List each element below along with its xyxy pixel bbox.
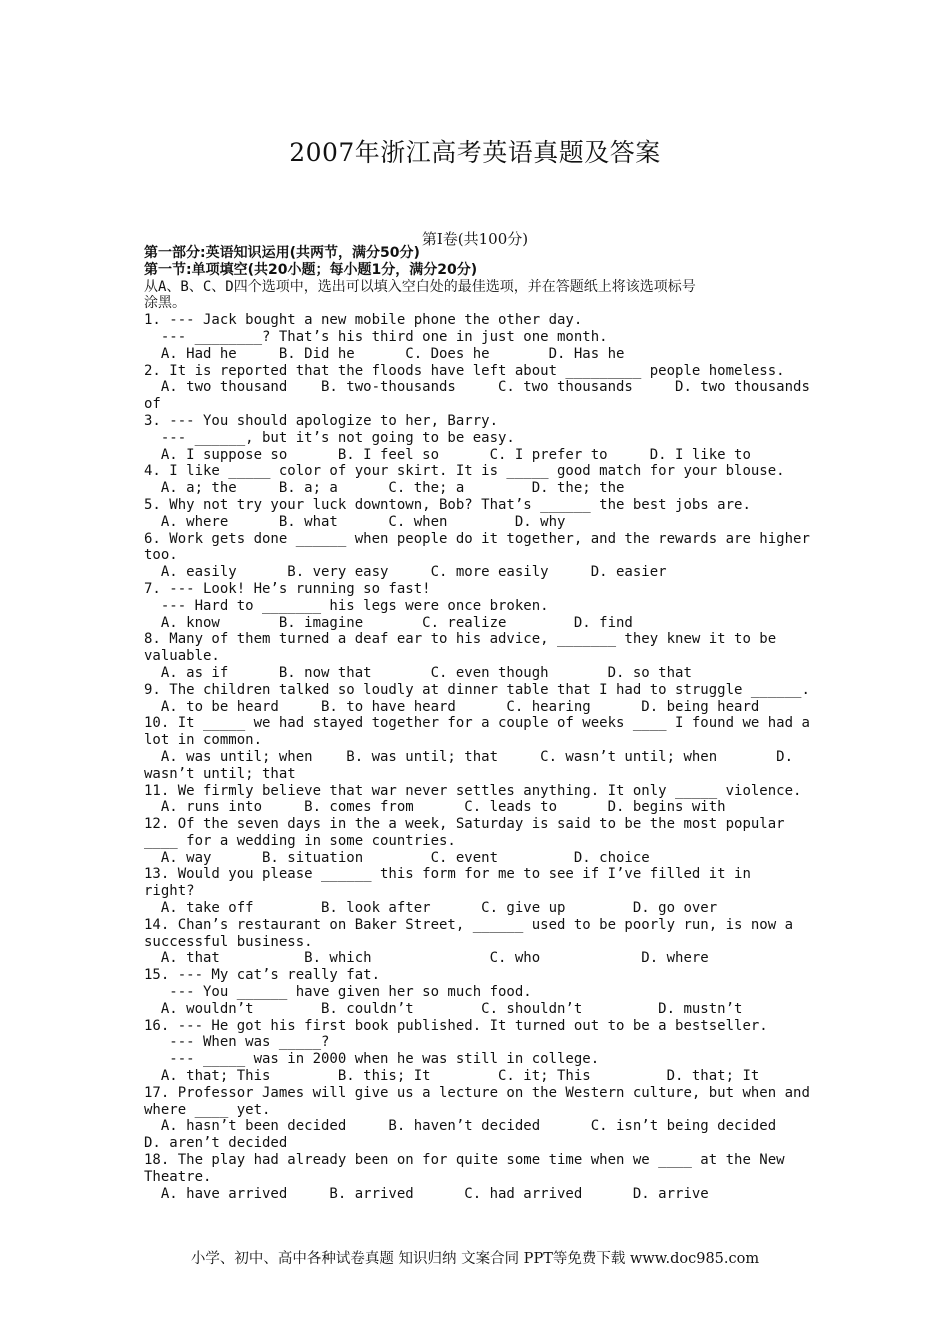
paper-section-heading: 第Ⅰ卷(共100分) [421, 230, 529, 248]
options-line: A. where B. what C. when D. why [144, 513, 566, 530]
options-line: A. a; the B. a; a C. the; a D. the; the [144, 480, 625, 497]
options-line: A. easily B. very easy C. more easily D. easier [144, 564, 667, 581]
question-line: 17. Professor James will give us a lecture on the Western culture, but when and [144, 1084, 810, 1101]
question-line: --- _____ was in 2000 when he was still in college. [144, 1051, 600, 1068]
options-line: A. was until; when B. was until; that C. wasn’t until; when D. [144, 748, 794, 765]
question-line: 7. --- Look! He’s running so fast! [144, 580, 431, 597]
options-line: A. know B. imagine C. realize D. find [144, 614, 633, 631]
instructions-line: 从A、B、C、D四个选项中，选出可以填入空白处的最佳选项，并在答题纸上将该选项标号 [144, 278, 696, 295]
question-line: too. [144, 547, 178, 564]
question-line: --- You ______ have given her so much food. [144, 984, 532, 1001]
question-line: 5. Why not try your luck downtown, Bob? That’s ______ the best jobs are. [144, 496, 751, 513]
options-line: A. runs into B. comes from C. leads to D. begins with [144, 799, 726, 816]
options-line: A. two thousand B. two-thousands C. two thousands D. two thousands [144, 379, 810, 396]
section-heading: 第一节:单项填空(共20小题；每小题1分，满分20分) [144, 261, 478, 278]
question-body [144, 245, 808, 1202]
page-footer: 小学、初中、高中各种试卷真题 知识归纳 文案合同 PPT等免费下载 www.doc985.com [190, 1251, 760, 1267]
question-line: 11. We firmly believe that war never settles anything. It only _____ violence. [144, 782, 802, 799]
instructions-line: 涂黑。 [144, 295, 186, 312]
question-line: 2. It is reported that the floods have left about _________ people homeless. [144, 362, 785, 379]
question-line: 13. Would you please ______ this form for me to see if I’ve filled it in [144, 866, 751, 883]
question-line: valuable. [144, 648, 220, 665]
question-line: --- Hard to _______ his legs were once broken. [144, 597, 549, 614]
options-line: A. Had he B. Did he C. Does he D. Has he [144, 345, 625, 362]
question-line: Theatre. [144, 1168, 212, 1185]
options-line: A. that; This B. this; It C. it; This D. that; It [144, 1068, 760, 1085]
question-line: where ____ yet. [144, 1101, 271, 1118]
question-line: 10. It _____ we had stayed together for a couple of weeks ____ I found we had a [144, 715, 810, 732]
options-line: A. hasn’t been decided B. haven’t decided C. isn’t being decided [144, 1118, 777, 1135]
options-line: wasn’t until; that [144, 765, 296, 782]
options-line: A. as if B. now that C. even though D. so that [144, 664, 692, 681]
question-line: 6. Work gets done ______ when people do it together, and the rewards are higher [144, 530, 810, 547]
options-line: A. take off B. look after C. give up D. go over [144, 900, 718, 917]
page-title: 2007年浙江高考英语真题及答案 [289, 138, 661, 167]
question-line: 1. --- Jack bought a new mobile phone the other day. [144, 312, 583, 329]
options-line: A. wouldn’t B. couldn’t C. shouldn’t D. mustn’t [144, 1000, 743, 1017]
options-line: A. way B. situation C. event D. choice [144, 849, 650, 866]
question-line: --- ________? That’s his third one in just one month. [144, 328, 608, 345]
question-line: 12. Of the seven days in the a week, Saturday is said to be the most popular [144, 816, 785, 833]
question-line: 18. The play had already been on for quite some time when we ____ at the New [144, 1152, 785, 1169]
question-line: 16. --- He got his first book published. It turned out to be a bestseller. [144, 1017, 768, 1034]
question-line: 9. The children talked so loudly at dinner table that I had to struggle ______. [144, 681, 810, 698]
question-line: 15. --- My cat’s really fat. [144, 967, 381, 984]
options-line: A. that B. which C. who D. where [144, 950, 709, 967]
options-line: A. have arrived B. arrived C. had arrived D. arrive [144, 1185, 709, 1202]
part-heading: 第一部分:英语知识运用(共两节，满分50分) [144, 245, 420, 261]
options-line: of [144, 396, 161, 413]
question-line: ____ for a wedding in some countries. [144, 832, 456, 849]
options-line: A. to be heard B. to have heard C. hearing D. being heard [144, 698, 760, 715]
question-line: 14. Chan’s restaurant on Baker Street, ______ used to be poorly run, is now a [144, 916, 794, 933]
options-line: D. aren’t decided [144, 1135, 288, 1152]
question-line: --- ______, but it’s not going to be easy. [144, 429, 515, 446]
question-line: successful business. [144, 933, 313, 950]
question-line: lot in common. [144, 732, 263, 749]
question-line: --- When was _____? [144, 1034, 330, 1051]
question-line: 8. Many of them turned a deaf ear to his advice, _______ they knew it to be [144, 631, 777, 648]
options-line: A. I suppose so B. I feel so C. I prefer to D. I like to [144, 446, 751, 463]
question-line: 4. I like _____ color of your skirt. It is _____ good match for your blouse. [144, 463, 785, 480]
question-line: right? [144, 883, 195, 900]
question-line: 3. --- You should apologize to her, Barry. [144, 412, 499, 429]
